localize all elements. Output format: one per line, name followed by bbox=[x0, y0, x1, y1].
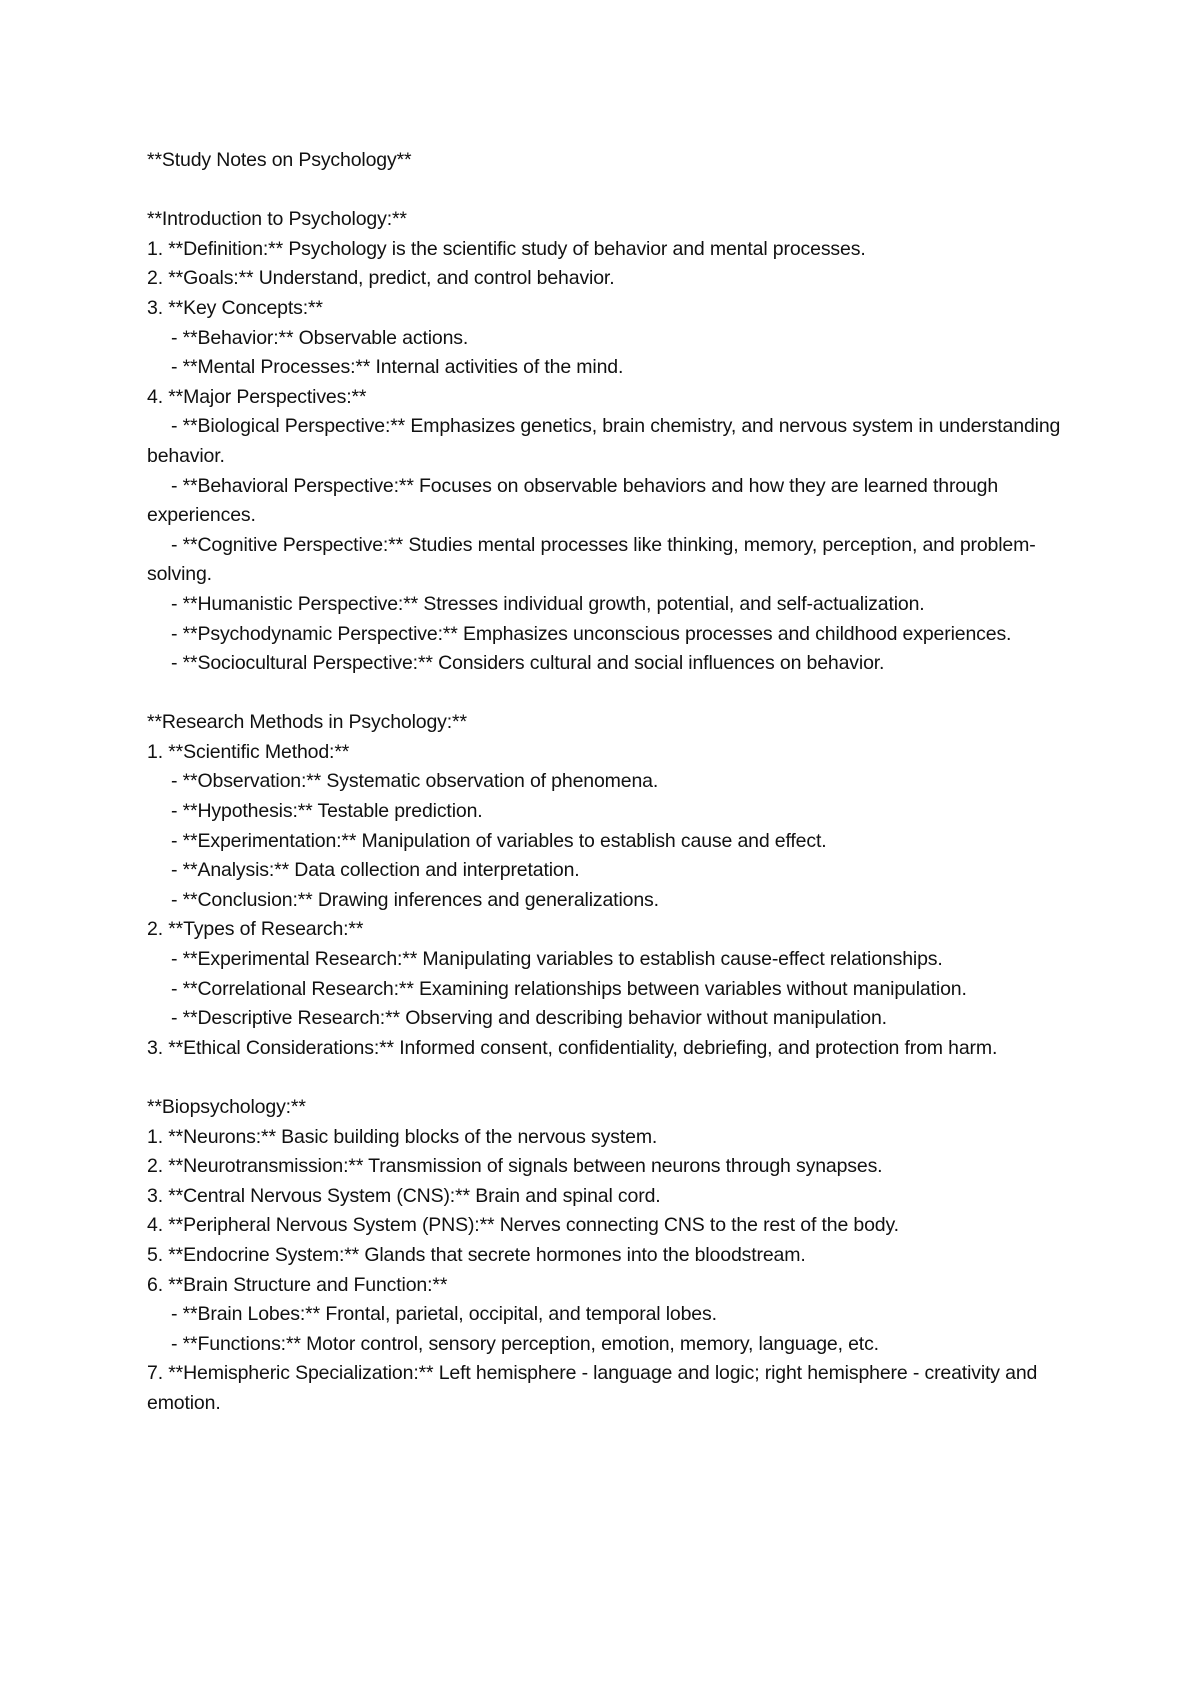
section-heading: **Research Methods in Psychology:** bbox=[147, 711, 467, 734]
section-heading: **Biopsychology:** bbox=[147, 1096, 306, 1118]
spacer bbox=[147, 176, 1077, 206]
list-item: 4. **Major Perspectives:** bbox=[147, 385, 367, 408]
list-item: 3. **Central Nervous System (CNS):** Brain and spinal cord. bbox=[147, 1184, 661, 1207]
list-item: 7. **Hemispheric Specialization:** Left hemisphere - language and logic; right hemisphere - creativity and emotion. bbox=[147, 1362, 1038, 1414]
list-item: 1. **Neurons:** Basic building blocks of the nervous system. bbox=[147, 1125, 658, 1148]
list-item: 2. **Neurotransmission:** Transmission of signals between neurons through synapses. bbox=[147, 1155, 883, 1178]
sub-list-item: - **Conclusion:** Drawing inferences and generalizations. bbox=[171, 888, 659, 911]
list-item: 6. **Brain Structure and Function:** bbox=[147, 1273, 448, 1296]
sub-list-item: - **Sociocultural Perspective:** Considers cultural and social influences on behavior. bbox=[171, 652, 885, 675]
sub-list-item: - **Behavior:** Observable actions. bbox=[171, 326, 469, 349]
list-item: 2. **Goals:** Understand, predict, and control behavior. bbox=[147, 267, 615, 290]
list-item: 4. **Peripheral Nervous System (PNS):** Nerves connecting CNS to the rest of the body. bbox=[147, 1214, 899, 1237]
sub-list-item: - **Mental Processes:** Internal activities of the mind. bbox=[171, 356, 624, 379]
list-item: 5. **Endocrine System:** Glands that secrete hormones into the bloodstream. bbox=[147, 1243, 806, 1266]
spacer bbox=[147, 1063, 1077, 1093]
sub-list-item: - **Descriptive Research:** Observing and describing behavior without manipulation. bbox=[171, 1007, 887, 1030]
list-item: 1. **Scientific Method:** bbox=[147, 740, 350, 763]
list-item: 3. **Key Concepts:** bbox=[147, 296, 323, 319]
sub-list-item: - **Psychodynamic Perspective:** Emphasizes unconscious processes and childhood experiences. bbox=[171, 622, 1012, 645]
sub-list-item: - **Experimental Research:** Manipulating variables to establish cause-effect relationships. bbox=[171, 948, 943, 971]
sub-list-item: - **Biological Perspective:** Emphasizes genetics, brain chemistry, and nervous system in understanding behavior. bbox=[147, 415, 1061, 467]
sub-list-item: - **Brain Lobes:** Frontal, parietal, occipital, and temporal lobes. bbox=[171, 1303, 717, 1326]
sub-list-item: - **Experimentation:** Manipulation of variables to establish cause and effect. bbox=[171, 829, 827, 852]
spacer bbox=[147, 679, 1077, 709]
sub-list-item: - **Hypothesis:** Testable prediction. bbox=[171, 800, 483, 823]
list-item: 1. **Definition:** Psychology is the scientific study of behavior and mental processes. bbox=[147, 237, 866, 260]
section-heading: **Introduction to Psychology:** bbox=[147, 208, 407, 231]
sub-list-item: - **Humanistic Perspective:** Stresses individual growth, potential, and self-actualization. bbox=[171, 592, 925, 615]
list-item: 2. **Types of Research:** bbox=[147, 918, 364, 941]
list-item: 3. **Ethical Considerations:** Informed consent, confidentiality, debriefing, and protection from harm. bbox=[147, 1036, 998, 1059]
document-page bbox=[147, 146, 1077, 1419]
sub-list-item: - **Cognitive Perspective:** Studies mental processes like thinking, memory, perception, and problem-solving. bbox=[147, 533, 1036, 586]
document-title: **Study Notes on Psychology** bbox=[147, 149, 412, 171]
sub-list-item: - **Behavioral Perspective:** Focuses on observable behaviors and how they are learned through experiences. bbox=[147, 474, 999, 527]
sub-list-item: - **Analysis:** Data collection and interpretation. bbox=[171, 859, 580, 882]
sub-list-item: - **Observation:** Systematic observation of phenomena. bbox=[171, 770, 659, 793]
sub-list-item: - **Functions:** Motor control, sensory perception, emotion, memory, language, etc. bbox=[171, 1332, 879, 1355]
sub-list-item: - **Correlational Research:** Examining relationships between variables without manipulation. bbox=[171, 977, 967, 1000]
